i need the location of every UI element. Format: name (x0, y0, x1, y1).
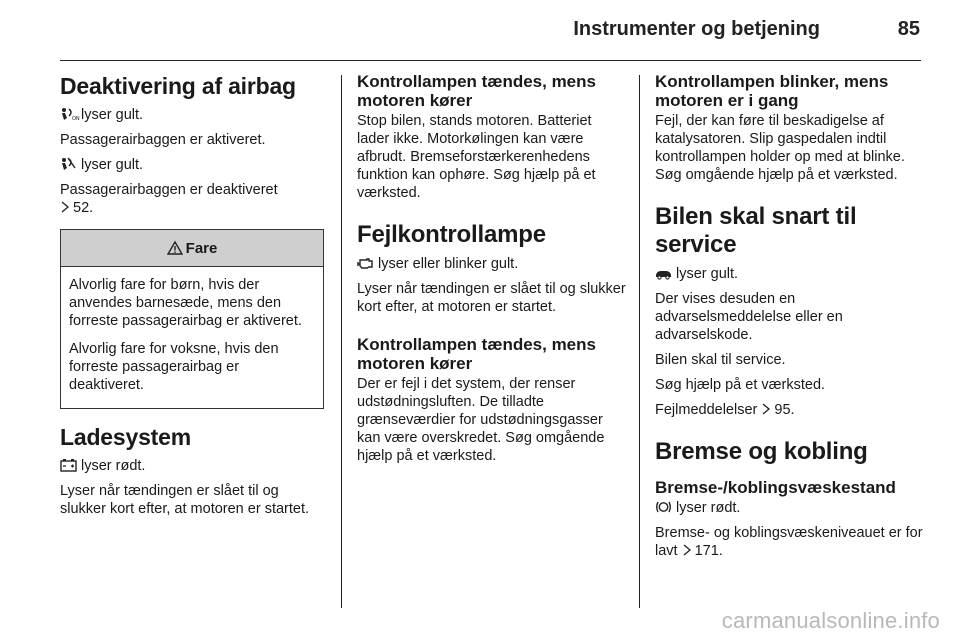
service-text-2: Bilen skal til service. (655, 352, 786, 368)
section-title-brake: Bremse og kobling (655, 438, 868, 465)
engine-icon (357, 256, 374, 270)
subsection-title-brake-fluid: Bremse-/koblingsvæskestand (655, 478, 896, 497)
section-title-malfunction: Fejlkontrollampe (357, 221, 546, 248)
column-divider (639, 75, 640, 608)
charging-line (60, 457, 323, 475)
page-reference-icon (761, 403, 771, 415)
warning-icon (167, 241, 183, 255)
airbag-off-line (60, 156, 323, 174)
service-status: lyser gult. (676, 266, 739, 282)
page-reference-icon (60, 201, 70, 213)
service-text-1: Der vises desuden en advarselsmeddelelse eller en advarselskode. (655, 291, 843, 343)
brake-description (655, 524, 923, 560)
header-rule (60, 60, 921, 61)
header-title: Instrumenter og betjening (573, 18, 820, 40)
airbag-on-line (60, 106, 323, 124)
subsection-title-charging-running: Kontrollampen tændes, mens motoren kører (357, 72, 596, 110)
charging-description: Lyser når tændingen er slået til og slukker kort efter, at motoren er startet. (60, 483, 310, 517)
watermark: carmanualsonline.info (721, 608, 940, 633)
brake-line (655, 499, 923, 517)
column-3 (655, 72, 923, 567)
warning-text-1: Alvorlig fare for børn, hvis der anvendes barnesæde, mens den forreste passagerairbag er aktiveret. (69, 277, 302, 329)
airbag-on-status: lyser gult. (81, 107, 144, 123)
malfunction-description: Lyser når tændingen er slået til og slukker kort efter, at motoren er startet. (357, 281, 626, 315)
section-title-service: Bilen skal snart til service (655, 203, 857, 258)
section-title-charging: Ladesystem (60, 424, 191, 450)
airbag-off-status: lyser gult. (81, 157, 144, 173)
airbag-off-description: Passagerairbaggen er deaktiveret (60, 182, 278, 198)
column-1 (60, 72, 323, 525)
charging-status: lyser rødt. (81, 458, 146, 474)
warning-title: Fare (185, 239, 218, 257)
wrench-car-icon (655, 266, 672, 280)
brake-description-ref: 171. (694, 543, 723, 559)
airbag-on-icon (60, 107, 80, 122)
airbag-off-icon (60, 157, 77, 171)
malfunction-running-text: Der er fejl i det system, der renser udstødningsluften. De tilladte grænseværdier for udstødningsgasser kan være overskredet. Søg omgående hjælp på et værksted. (357, 376, 605, 464)
page-reference-icon (682, 544, 692, 556)
svg-text:ON: ON (72, 116, 80, 122)
section-title-airbag: Deaktivering af airbag (60, 73, 296, 99)
page-header (60, 18, 920, 48)
page-number: 85 (897, 18, 920, 40)
column-divider (341, 75, 342, 608)
service-line (655, 265, 923, 283)
warning-text-2: Alvorlig fare for voksne, hvis den forreste passagerairbag er deaktiveret. (69, 341, 279, 393)
airbag-on-description: Passagerairbaggen er aktiveret. (60, 132, 266, 148)
subsection-title-malfunction-running: Kontrollampen tændes, mens motoren kører (357, 335, 596, 373)
airbag-off-reference (60, 199, 323, 217)
column-2 (357, 72, 627, 472)
brake-warning-icon (655, 500, 672, 514)
service-messages-label: Fejlmeddelelser (655, 402, 758, 418)
airbag-off-ref-page: 52. (73, 200, 94, 216)
charging-running-text: Stop bilen, stands motoren. Batteriet lader ikke. Motorkølingen kan være afbrudt. Bremseforstærkerenhedens funktion kan ophøre. Søg hjælp på et værksted. (357, 113, 596, 201)
service-messages-ref: 95. (774, 402, 795, 418)
battery-icon (60, 458, 77, 472)
warning-header (61, 230, 323, 267)
malfunction-status: lyser eller blinker gult. (378, 256, 519, 272)
warning-box (60, 229, 324, 409)
malfunction-blinking-text: Fejl, der kan føre til beskadigelse af katalysatoren. Slip gaspedalen indtil kontrollampen holder op med at blinke. Søg omgående hjælp på et værksted. (655, 113, 905, 183)
brake-description-text: Bremse- og koblingsvæskeniveauet er for lavt (655, 525, 923, 559)
brake-status: lyser rødt. (676, 500, 741, 516)
warning-body (61, 267, 323, 408)
service-text-3: Søg hjælp på et værksted. (655, 377, 826, 393)
service-text-4 (655, 401, 923, 419)
subsection-title-malfunction-blinking: Kontrollampen blinker, mens motoren er i gang (655, 72, 889, 110)
malfunction-line (357, 255, 627, 273)
